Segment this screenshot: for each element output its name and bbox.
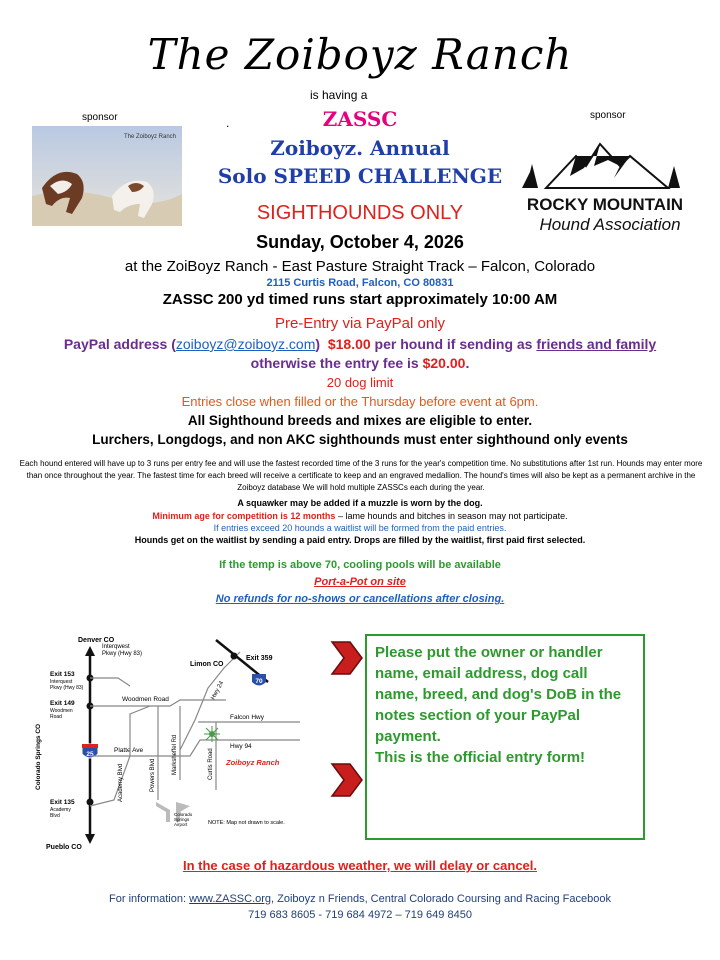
is-having-text: is having a [310,88,368,102]
drops-rule: Hounds get on the waitlist by sending a paid entry. Drops are filled by the waitlist, first paid first selected. [134,535,586,545]
lurchers-text: Lurchers, Longdogs, and non AKC sighthounds must enter sighthound only events [92,432,628,447]
right-logo-line1: ROCKY MOUNTAIN [526,195,684,214]
refund-text: No refunds for no-shows or cancellations after closing [215,593,502,605]
interquest-road [90,678,130,686]
paypal-fee-block [0,335,720,373]
chevron-right-icon [330,760,364,800]
map-note: NOTE: Map not drawn to scale. [208,820,285,826]
fee-standard: $20.00 [422,355,466,371]
exit153-sub2: Pkwy (Hwy 83) [50,685,84,691]
platte-label: Platte Ave [114,747,144,754]
fee-friends: $18.00 [327,336,371,352]
page-title: The Zoiboyz Ranch [147,30,573,79]
sighthounds-only-text: SIGHTHOUNDS ONLY [256,202,464,224]
minimum-age-bold: Minimum age for competition is 12 months [152,511,336,521]
colorado-springs-label: Colorado Springs CO [35,723,42,790]
directions-map [30,630,330,850]
pueblo-label: Pueblo CO [46,844,82,850]
exit153-label: Exit 153 [50,671,75,678]
right-logo-line2: Hound Association [539,215,681,234]
airport-label2: Springs [174,817,190,822]
dot-mark: . [226,116,230,130]
info-post: , Zoiboyz n Friends, Central Colorado Coursing and Racing Facebook [271,893,611,905]
entries-close: Entries close when filled or the Thursday before event at 6pm. [181,394,539,409]
exit135-sub1: Academy [50,807,71,813]
limon-label: Limon CO [190,661,224,668]
refund-dot: . [501,593,505,605]
fee-line2-text: otherwise the entry fee is [250,355,423,371]
south-arrow [85,834,95,844]
ranch-marker-icon [204,726,220,742]
entry-instructions-text: Please put the owner or handler name, email address, dog call name, breed, and dog's DoB in the notes section of your PayPal payment. [375,644,622,745]
squawker-rule: A squawker may be added if a muzzle is worn by the dog. [237,498,483,508]
hazardous-weather-text: In the case of hazardous weather, we will delay or cancel. [182,858,537,873]
solo-speed-heading: Solo SPEED CHALLENGE [217,164,503,188]
fee-mid-text: per hound if sending as [370,336,537,352]
event-address: 2115 Curtis Road, Falcon, CO 80831 [266,277,454,289]
airport-label3: Airport [174,822,188,827]
exit135-sub2: Blvd [50,813,60,819]
i25-shield-top [82,744,98,748]
event-venue: at the ZoiBoyz Ranch - East Pasture Straight Track – Falcon, Colorado [124,258,596,275]
minimum-age-rule [0,511,720,521]
rules-fine-print: Each hound entered will have up to 3 runs per entry fee and will use the fastest recorded time of the 3 runs for the year's competition time. No substitutions after 1st run. Hounds may enter more than once throughout the year. The fastest time for each breed will receive a certificate to keep and an engraved medallion. The hound's times will also be kept as a permanent archive in the Zoiboyz database We will hold multiple ZASSCs each during the year. [19,459,703,492]
academy-label: Academy Blvd [118,763,124,802]
entry-instructions-box [365,634,645,840]
airport-label1: Colorado [174,812,193,817]
interquest-label1: Interqwest [102,644,130,650]
eligibility-text: All Sighthound breeds and mixes are eligible to enter. [187,413,533,428]
pre-entry-text: Pre-Entry via PayPal only [274,315,446,332]
paypal-email-link[interactable]: zoiboyz@zoiboyz.com [175,336,316,352]
hwy24-label: Hwy 24 [210,680,226,701]
i25-shield-label: 25 [86,751,94,758]
paypal-label: PayPal address ( [63,336,176,352]
annual-heading: Zoiboyz. Annual [270,136,450,160]
dog-limit: 20 dog limit [326,375,394,390]
info-line [0,893,720,905]
denver-label: Denver CO [78,637,115,644]
exit-135-marker [87,799,94,806]
exit149-sub1: Woodmen [50,708,73,714]
exit149-sub2: Road [50,714,62,720]
fee-period: . [465,355,470,371]
sponsor-label-left: sponsor [82,112,118,123]
zassc-heading: ZASSC [322,107,398,131]
zassc-website-link[interactable]: www.ZASSC.org [189,893,272,905]
marksheffel-label: Marksheffel Rd [172,734,178,775]
refund-policy [0,593,720,605]
run-start-time: ZASSC 200 yd timed runs start approximately 10:00 AM [162,291,558,308]
hwy94-label: Hwy 94 [230,743,252,750]
interquest-label2: Pkwy (Hwy 83) [102,651,143,657]
exit359-label: Exit 359 [246,655,273,662]
sponsor-label-right: sponsor [590,110,626,121]
exit135-label: Exit 135 [50,799,75,806]
left-logo-caption: The Zoiboyz Ranch [123,134,177,140]
chevron-right-icon [330,638,364,678]
i70-shield-label: 70 [255,678,263,685]
powers-label: Powers Blvd [150,758,156,792]
curtis-label: Curtis Road [208,748,214,780]
info-pre: For information: [109,893,190,905]
woodmen-label: Woodmen Road [122,696,169,703]
exit153-sub1: Interquest [50,679,73,685]
exit149-label: Exit 149 [50,700,75,707]
cooling-pools-text: If the temp is above 70, cooling pools will be available [219,559,501,571]
north-arrow [85,646,95,656]
waitlist-rule: If entries exceed 20 hounds a waitlist will be formed from the paid entries. [213,523,507,533]
event-date: Sunday, October 4, 2026 [256,232,464,252]
falcon-hwy-label: Falcon Hwy [230,714,264,721]
phone-numbers: 719 683 8605 - 719 684 4972 – 719 649 8450 [248,909,472,921]
minimum-age-rest: – lame hounds and bitches in season may not participate. [335,511,568,521]
ranch-label: Zoiboyz Ranch [226,758,280,767]
official-entry-form-text: This is the official entry form! [375,749,586,766]
friends-family-text: friends and family [536,336,657,352]
port-a-pot-text: Port-a-Pot on site [314,576,406,588]
paypal-close-paren: ) [315,336,321,352]
exit-359-marker [231,653,238,660]
